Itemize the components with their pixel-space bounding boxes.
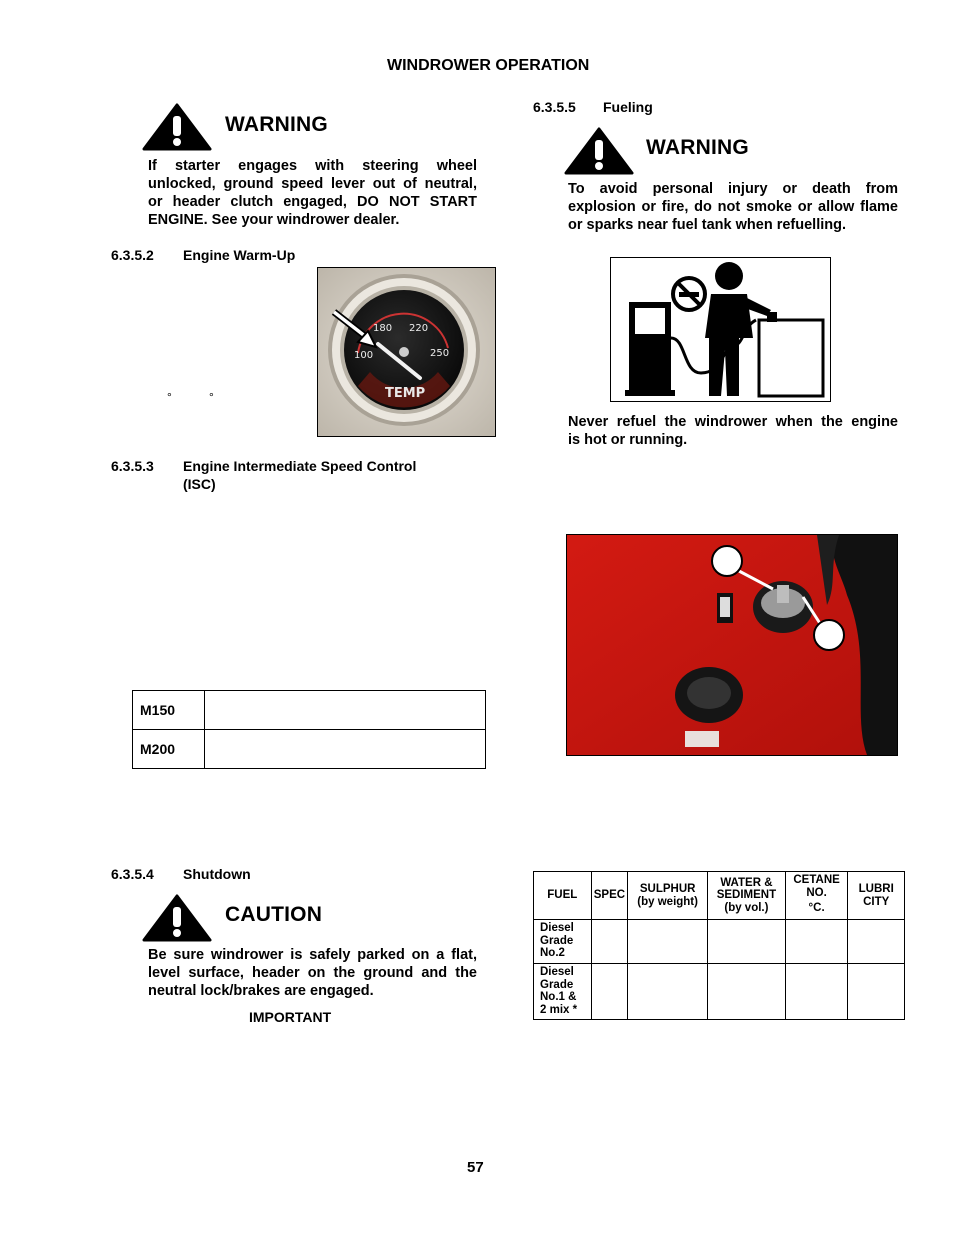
fuel-spec-table	[533, 871, 905, 1020]
fuel-tank-photo	[566, 534, 898, 756]
header-cetane: CETANE NO. °C.	[785, 872, 848, 920]
section-heading-engine-warm-up: 6.3.5.2 Engine Warm-Up	[111, 247, 296, 263]
warning-text: If starter engages with steering wheel unlocked, ground speed lever out of neutral, or header clutch engaged, DO NOT START ENGINE. See your windrower dealer.	[148, 158, 477, 228]
gauge-tick: 250	[430, 348, 450, 359]
header-fuel: FUEL	[534, 872, 592, 920]
callout-circle	[814, 620, 844, 650]
gauge-label: TEMP	[385, 386, 426, 401]
warning-triangle-icon	[564, 127, 634, 175]
page-header: WINDROWER OPERATION	[387, 57, 590, 74]
caution-title: CAUTION	[225, 903, 323, 926]
page-number: 57	[467, 1159, 484, 1176]
model-cell: M150	[133, 691, 205, 730]
table-row	[133, 691, 486, 730]
temperature-gauge-photo	[317, 267, 496, 437]
warning-text: To avoid personal injury or death from explosion or fire, do not smoke or allow flame or sparks near fuel tank when refuelling.	[568, 181, 898, 233]
gauge-tick: 180	[373, 323, 393, 334]
no-smoking-refuel-illustration	[610, 257, 831, 402]
table-row	[534, 964, 905, 1020]
warning-triangle-icon	[142, 103, 212, 151]
fuel-cell: Diesel Grade No.2	[534, 920, 592, 964]
header-sulphur: SULPHUR (by weight)	[628, 872, 708, 920]
section-heading-shutdown: 6.3.5.4 Shutdown	[111, 866, 251, 882]
model-cell: M200	[133, 730, 205, 769]
degree-symbol: °	[167, 390, 172, 404]
section-heading-isc: 6.3.5.3 Engine Intermediate Speed Control (ISC)	[111, 458, 417, 492]
table-row	[534, 920, 905, 964]
callout-circle	[712, 546, 742, 576]
warning-title: WARNING	[646, 136, 749, 159]
section-heading-fueling: 6.3.5.5 Fueling	[533, 99, 653, 115]
caution-text: Be sure windrower is safely parked on a flat, level surface, header on the ground and the neutral lock/brakes are engaged.	[148, 947, 477, 999]
header-lubricity: LUBRI CITY	[848, 872, 905, 920]
caution-triangle-icon	[142, 894, 212, 942]
table-header-row	[534, 872, 905, 920]
degree-symbol: °	[209, 390, 214, 404]
model-table	[132, 690, 486, 769]
header-spec: SPEC	[591, 872, 628, 920]
gauge-tick: 220	[409, 323, 429, 334]
header-water-sediment: WATER & SEDIMENT (by vol.)	[708, 872, 786, 920]
gauge-tick: 100	[354, 350, 374, 361]
warning-title: WARNING	[225, 113, 328, 136]
refuel-note: Never refuel the windrower when the engine is hot or running.	[568, 414, 898, 448]
important-label: IMPORTANT	[249, 1009, 332, 1025]
fuel-cell: Diesel Grade No.1 & 2 mix *	[534, 964, 592, 1020]
table-row	[133, 730, 486, 769]
